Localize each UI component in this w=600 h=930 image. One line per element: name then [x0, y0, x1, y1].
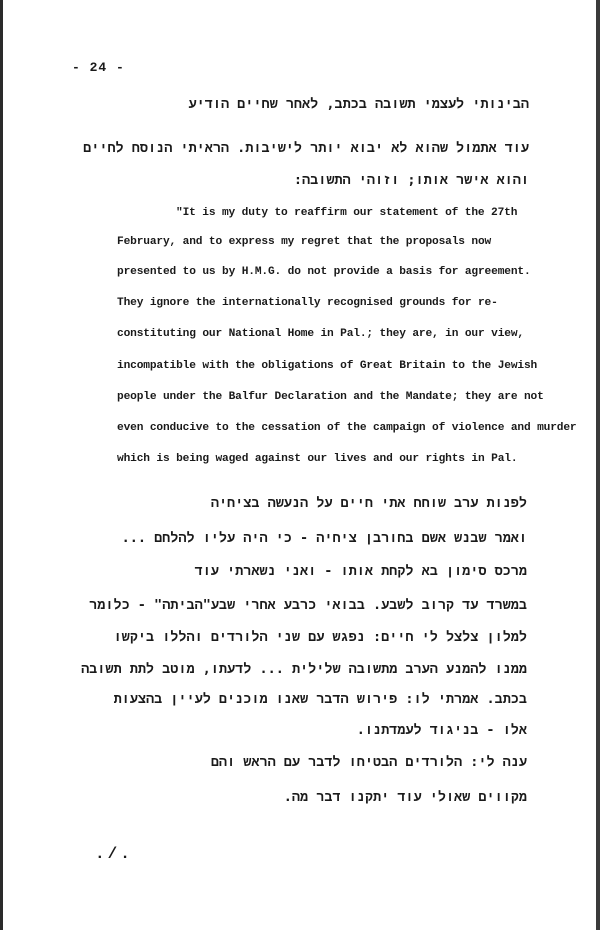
hebrew-body-line: מקווים שאולי עוד יתקנו דבר מה. [283, 789, 527, 805]
hebrew-body-line: מרכס סימון בא לקחת אותו - ואני נשארתי עוד [194, 563, 527, 579]
hebrew-intro-line: עוד אתמול שהוא לא יבוא יותר לישיבות. הראיתי הנוסח לחיים [83, 140, 529, 156]
english-quote-line: incompatible with the obligations of Great Britain to the Jewish [117, 360, 538, 372]
hebrew-body-line: לפנות ערב שוחח אתי חיים על הנעשה בציחיה [210, 495, 527, 511]
scan-edge-right [596, 0, 600, 930]
hebrew-body-line: ממנו להמנע הערב מתשובה שלילית ... לדעתו, מוטב לתת תשובה [81, 661, 527, 677]
english-quote-line: constituting our National Home in Pal.; they are, in our view, [117, 328, 524, 340]
english-quote-line: They ignore the internationally recognised grounds for re- [117, 297, 498, 309]
english-quote-line: which is being waged against our lives and our rights in Pal. [117, 453, 518, 465]
hebrew-body-line: במשרד עד קרוב לשבע. בבואי כרבע אחרי שבע"הביתה" - כלומר [89, 597, 527, 613]
end-mark: ./. [95, 845, 133, 863]
english-quote-line: people under the Balfur Declaration and the Mandate; they are not [117, 391, 544, 403]
hebrew-body-line: ענה לי: הלורדים הבטיחו לדבר עם הראש והם [210, 754, 527, 770]
hebrew-body-line: ואמר שבנש אשם בחורבן ציחיה - כי היה עליו להלחם ... [121, 530, 527, 546]
hebrew-intro-line: הבינותי לעצמי תשובה בכתב, לאחר שחיים הודיע [188, 96, 529, 112]
page-number: - 24 - [72, 60, 125, 75]
english-quote-line: February, and to express my regret that the proposals now [117, 236, 492, 248]
scan-edge-left [0, 0, 3, 930]
hebrew-intro-line: והוא אישר אותו; וזוהי התשובה: [293, 172, 529, 188]
hebrew-body-line: אלו - בניגוד לעמדתנו. [356, 722, 527, 738]
hebrew-body-line: בכתב. אמרתי לו: פירוש הדבר שאנו מוכנים לעיין בהצעות [113, 691, 527, 707]
english-quote-line: even conducive to the cessation of the campaign of violence and murder [117, 422, 577, 434]
english-quote-line: "It is my duty to reaffirm our statement of the 27th [176, 207, 518, 219]
english-quote-line: presented to us by H.M.G. do not provide a basis for agreement. [117, 266, 531, 278]
hebrew-body-line: למלון צלצל לי חיים: נפגש עם שני הלורדים והללו ביקשו [113, 629, 527, 645]
